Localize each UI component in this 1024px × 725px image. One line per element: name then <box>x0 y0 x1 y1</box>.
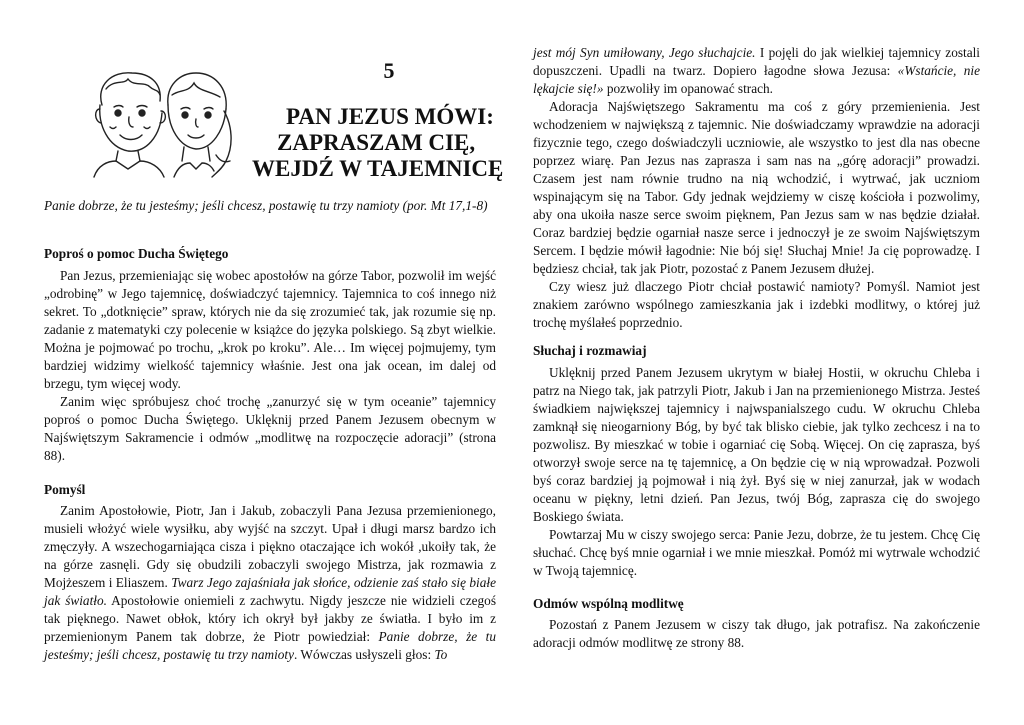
chapter-title-line-3: WEJDŹ W TAJEMNICĘ <box>252 156 504 181</box>
chapter-number: 5 <box>383 58 395 83</box>
paragraph: Powtarzaj Mu w ciszy swojego serca: Panie Jezu, dobrze, że tu jestem. Chcę Cię słuchać. Chcę byś mnie ogarniał i we mnie mieszkał. Pomóż mi wytrwale wchodzić w Twoją tajemnicę. <box>533 527 980 578</box>
paragraph-text: Zanim Apostołowie, Piotr, Jan i Jakub, zobaczyli Pana Jezusa przemienionego, musieli włożyć wiele wysiłku, aby wyjść na szczyt. Upał i długi marsz bardzo ich zmęczyły. A wszechogarniająca cisza i piękno otaczające ich wokół ,ukoiły tak, że na górze zasnęli. Gdy się obudzili zobaczyli swojego Mistrza, jak rozmawia z Mojżeszem i Eliaszem. <box>44 503 496 590</box>
paragraph: Pozostań z Panem Jezusem w ciszy tak długo, jak potrafisz. Na zakończenie adoracji odmów modlitwę ze strony 88. <box>533 617 980 650</box>
children-drawing-icon <box>84 65 234 190</box>
paragraph-italic: «Wstańcie, nie lękajcie się!» <box>533 63 980 96</box>
paragraph-text: Apostołowie oniemieli z zachwytu. Nigdy jeszcze nie widzieli czegoś tak pięknego. Nawet obłok, który ich okrył był jakby ze światła. I było im z przemienionym Panem tak dobrze, że Piotr powiedział: <box>44 593 496 644</box>
paragraph-text: . Wówczas usłyszeli głos: <box>294 647 435 662</box>
section-holy-spirit-body <box>44 267 496 465</box>
paragraph-italic: jest mój Syn umiłowany, Jego słuchajcie. <box>533 45 756 60</box>
section-think-body <box>44 502 496 664</box>
chapter-title-line-1: PAN JEZUS MÓWI: <box>286 104 494 129</box>
paragraph: Adoracja Najświętszego Sakramentu ma coś z góry przemienienia. Jest wchodzeniem w największą z tajemnic. Nie doświadczamy wprawdzie na adoracji fizycznie tego, czego doświadczyli uczniowie, ale wszystko to jest dla nas obecne poprzez wiarę. Pan Jezus nas zaprasza i sam nas na „górę adoracji” prowadzi. Czasem jest nam równie trudno na nią wchodzić, i wytrwać, jak uczniom wspinającym się na Tabor. Gdy jednak wejdziemy w ciszę kościoła i pozwolimy, aby ona ukoiła nasze serce swoim pięknem, Pan Jezus sam w nas będzie działał. Coraz bardziej będzie ogarniał nasze serce i jednoczył je ze swoim Najświętszym Sercem. I będzie mówił łagodnie: Nie bój się! Słuchaj Mnie! Ja cię poprowadzę. I będziesz chciał, tak jak Piotr, pozostać z Panem Jezusem dłużej. <box>533 99 980 276</box>
paragraph-text: I pojęli do jak wielkiej tajemnicy zostali dopuszczeni. Upadli na twarz. Dopiero łagodne słowa Jezusa: <box>533 45 980 78</box>
section-heading-think: Pomyśl <box>44 482 86 497</box>
epigraph-quote <box>44 197 496 215</box>
paragraph-italic: Twarz Jego zajaśniała jak słońce, odzienie zaś stało się białe jak światło. <box>44 575 496 608</box>
section-heading-prayer: Odmów wspólną modlitwę <box>533 596 684 611</box>
paragraph-text: pozwoliły im opanować strach. <box>603 81 774 96</box>
chapter-title-line-2: ZAPRASZAM CIĘ, <box>277 130 476 155</box>
section-listen-body <box>533 364 980 580</box>
paragraph: Czy wiesz już dlaczego Piotr chciał postawić namioty? Pomyśl. Namiot jest znakiem zarówno wspólnego zamieszkania jak i izdebki modlitwy, o której już trochę myślałeś poprzednio. <box>533 279 980 330</box>
epigraph-quote-text: Panie dobrze, że tu jesteśmy; jeśli chcesz, postawię tu trzy namioty (por. Mt 17,1-8) <box>44 198 488 213</box>
paragraph: Zanim więc spróbujesz choć trochę „zanurzyć się w tym oceanie” tajemnicy poproś o pomoc Ducha Świętego. Uklęknij przed Panem Jezusem obecnym w Najświętszym Sakramencie i odmów „modlitwę na rozpoczęcie adoracji” (strona 88). <box>44 394 496 463</box>
continued-text <box>533 44 980 332</box>
paragraph-italic: To <box>434 647 448 662</box>
section-heading-listen: Słuchaj i rozmawiaj <box>533 343 647 358</box>
section-heading-holy-spirit: Poproś o pomoc Ducha Świętego <box>44 246 229 261</box>
paragraph <box>533 44 980 98</box>
section-prayer-body <box>533 616 980 652</box>
paragraph: Uklęknij przed Panem Jezusem ukrytym w białej Hostii, w okruchu Chleba i patrz na Niego tak, jak patrzyli Piotr, Jakub i Jan na przemienionego Mistrza. Jesteś świadkiem największej tajemnicy i najwspanialszego cudu. W okruchu Chleba zamknął się nieogarniony Bóg, by być tak blisko ciebie, jak tylko zechcesz i na to pozwolisz. By mieszkać w tobie i ogarniać cię Sobą. Więcej. On cię zaprasza, byś otworzył swoje serce na tę tajemnicę, a On będzie cię w nią wprowadzał. Pozwoli byś coraz bardziej ją pojmował i nią żył. Byś się w niej zanurzał, jak w wodach oceanu w piękny, letni dzień. Pan Jezus, twój Bóg, zaprasza cię do swojego Boskiego świata. <box>533 365 980 524</box>
paragraph: Pan Jezus, przemieniając się wobec apostołów na górze Tabor, pozwolił im wejść „odrobinę” w Jego tajemnicę, doświadczyć tajemnicy. Tajemnica to coś innego niż sekret. To „dotknięcie” spraw, których nie da się zrozumieć tak, jak rozumie się np. zadanie z matematyki czy polecenie w książce do języka polskiego. Są zbyt wielkie. Można je pojmować po trochu, „krok po kroku”. Ale… Im więcej pojmujemy, tym bardziej widzimy wielkość tajemnicy właśnie. Jest ona jak ocean, im dalej od brzegu, tym więcej wody. <box>44 268 496 391</box>
paragraph <box>44 502 496 664</box>
paragraph-italic: Panie dobrze, że tu jesteśmy; jeśli chcesz, postawię tu trzy namioty <box>44 629 496 662</box>
